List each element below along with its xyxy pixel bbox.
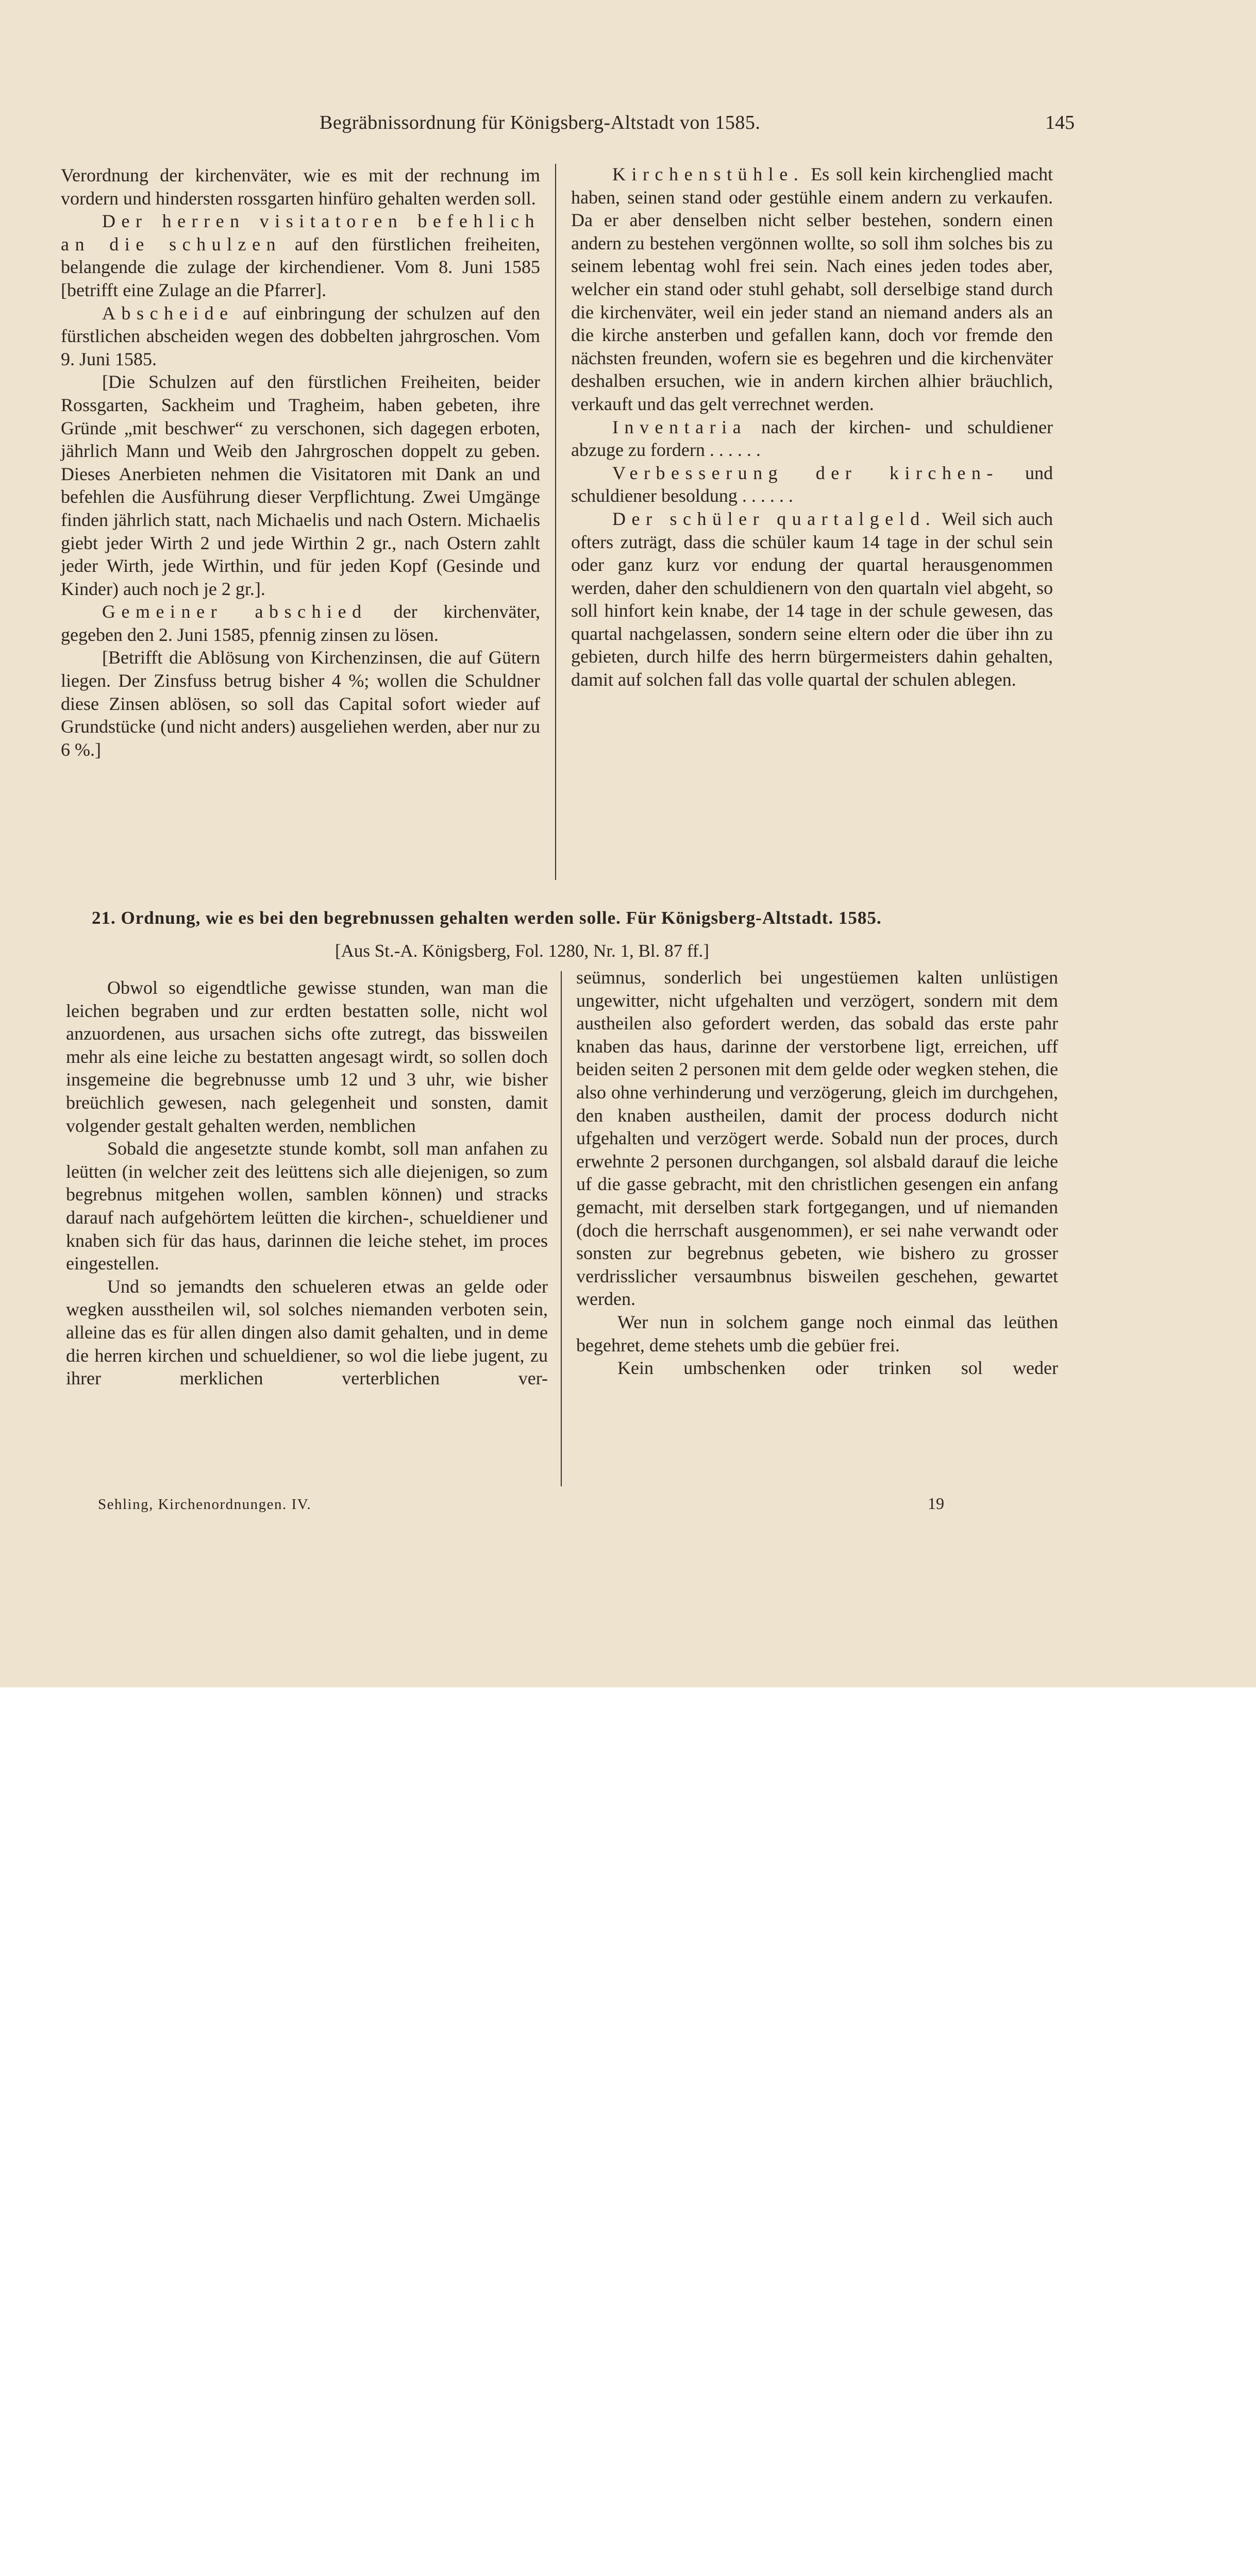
page-number: 145 (1045, 112, 1075, 133)
signature-mark: 19 (928, 1494, 944, 1513)
upper-right-column (571, 163, 1053, 691)
section-source: [Aus St.-A. Königsberg, Fol. 1280, Nr. 1, Bl. 87 ff.] (335, 941, 709, 961)
paragraph: Der herren visitatoren befehlich an die schulzen auf den fürstlichen freiheiten, belangende die zulage der kirchendiener. Vom 8. Juni 1585 [betrifft eine Zulage an die Pfarrer]. (61, 211, 540, 300)
paragraph: Inventaria nach der kirchen- und schuldiener abzuge zu fordern . . . . . . (571, 416, 1053, 461)
paragraph: Verbesserung der kirchen- und schuldiener besoldung . . . . . . (571, 462, 1053, 506)
running-title: Begräbnissordnung für Königsberg-Altstadt von 1585. (320, 112, 761, 133)
paragraph: [Die Schulzen auf den fürstlichen Freiheiten, beider Rossgarten, Sackheim und Tragheim, haben gebeten, ihre Gründe „mit beschwer“ zu verschonen, sich dagegen erboten, jährlich Mann und Weib den Jahrgroschen doppelt zu geben. Dieses Anerbieten nehmen die Visitatoren mit Dank an und befehlen die Ausführung dieser Verpflichtung. Zwei Umgänge finden jährlich statt, nach Michaelis und nach Ostern. Michaelis giebt jeder Wirth 2 und jede Wirthin 2 gr., nach Ostern zahlt jeder Wirth, jede Wirthin, und für jeden Kopf (Gesinde und Kinder) auch noch je 2 gr.]. (61, 371, 540, 599)
footer-bar (0, 1687, 1256, 1777)
lower-right-column (576, 966, 1058, 1380)
paragraph: Der schüler quartalgeld. Weil sich auch ofters zuträgt, dass die schüler kaum 14 tage in der schul sein oder ganz kurz vor endung der quartal herausgenommen werden, daher den schuldienern von den quartaln viel abgeht, so soll hinfort kein knabe, der 14 tage in der schule gewesen, das quartal nachgelassen, sondern seine eltern oder die über ihn zu gebieten, durch hilfe des herrn bürgermeisters dahin gehalten, damit auf solchen fall das volle quartal der schulen ablegen. (571, 508, 1053, 690)
column-divider-upper (555, 164, 556, 880)
paragraph: seümnus, sonderlich bei ungestüemen kalten unlüstigen ungewitter, nicht ufgehalten und verzögert, sondern mit dem austheilen also gefordert werden, das sobald das erste pahr knaben das haus, darinne der verstorbene ligt, erreichen, uff beiden seiten 2 personen mit dem gelde oder wegken stehen, die also ohne verhinderung und verzögerung, gleich im durchgehen, den knaben austheilen, damit der process dodurch nicht ufgehalten und verzögert werde. Sobald nun der proces, durch erwehnte 2 personen durchgangen, sol alsbald darauf die leiche uf die gasse gebracht, mit den christlichen gesengen ein anfang gemacht, mit derselben stark fortgegangen, und uf niemanden (doch die herrschaft ausgenommen), er sei nahe verwandt oder sonsten zur begrebnus gebeten, wie bishero zu grosser verdrisslicher versaumbnus bisweilen geschehen, gewartet werden. (576, 967, 1058, 1310)
paragraph: Kein umbschenken oder trinken sol weder (617, 1358, 1058, 1379)
paragraph: Obwol so eigendtliche gewisse stunden, wan man die leichen begraben und zur erdten bestatten solle, nicht wol anzuordenen, aus ursachen sichs ofte zutregt, das bissweilen mehr als eine leiche zu bestatten angesagt wirdt, so sollen doch insgemeine die begrebnusse umb 12 und 3 uhr, wie bisher breüchlich gewesen, nach gelegenheit und sonsten, damit volgender gestalt gehalten werden, nemblichen (66, 977, 548, 1136)
paragraph: Abscheide auf einbringung der schulzen auf den fürstlichen abscheiden wegen des dobbelten jahrgroschen. Vom 9. Juni 1585. (61, 302, 540, 369)
paragraph: Gemeiner abschied der kirchenväter, gegeben den 2. Juni 1585, pfennig zinsen zu lösen. (61, 601, 540, 645)
page-header (320, 111, 1075, 138)
footnote-source: Sehling, Kirchenordnungen. IV. (98, 1496, 312, 1513)
paragraph: Sobald die angesetzte stunde kombt, soll man anfahen zu leütten (in welcher zeit des leüttens sich alle diejenigen, so zum begrebnus mitgehen wollen, samblen können) und stracks darauf nach aufgehörtem leütten die kirchen-, schueldiener und knaben sich für das haus, darinnen die leiche stehet, im proces eingestellen. (66, 1138, 548, 1274)
paragraph: [Betrifft die Ablösung von Kirchenzinsen, die auf Gütern liegen. Der Zinsfuss betrug bisher 4 %; wollen die Schuldner diese Zinsen ablösen, so soll das Capital sofort wieder auf Grundstücke (und nicht anders) ausgeliehen werden, aber nur zu 6 %.] (61, 647, 540, 760)
upper-left-column (61, 164, 540, 761)
paragraph: Wer nun in solchem gange noch einmal das leüthen begehret, deme stehets umb die gebüer frei. (576, 1311, 1058, 1355)
paragraph: Kirchenstühle. Es soll kein kirchenglied macht haben, seinen stand oder gestühle einem andern zu verkaufen. Da er aber denselben nicht selber bestehen, sondern einen andern zu bestehen vergönnen wollte, so soll ihm solches bis zu seinem lebentag wohl frei sein. Nach eines jeden todes aber, welcher ein stand oder stuhl gehabt, soll derselbige stand durch die kirchenväter, weil ein jeder stand an niemand anders als an die kirche ansterben und gefallen kann, doch vor fremde den nächsten freunden, wofern sie es begehren und die kirchenväter deshalben ersuchen, wie in andern kirchen alhier bräuchlich, verkauft und das gelt verrechnet werden. (571, 164, 1053, 414)
column-divider-lower (561, 971, 562, 1486)
section-title: 21. Ordnung, wie es bei den begrebnussen gehalten werden solle. Für Königsberg-Altstadt. 1585. (92, 908, 882, 928)
paragraph: Verordnung der kirchenväter, wie es mit der rechnung im vordern und hindersten rossgarten hinfüro gehalten werden soll. (61, 165, 540, 209)
paragraph: Und so jemandts den schueleren etwas an gelde oder wegken ausstheilen wil, sol solches niemanden verboten sein, alleine das es für allen dingen also damit gehalten, und in deme die herren kirchen und schueldiener, so wol die liebe jugent, zu ihrer merklichen verterblichen ver- (66, 1276, 548, 1389)
lower-left-column (66, 976, 548, 1390)
